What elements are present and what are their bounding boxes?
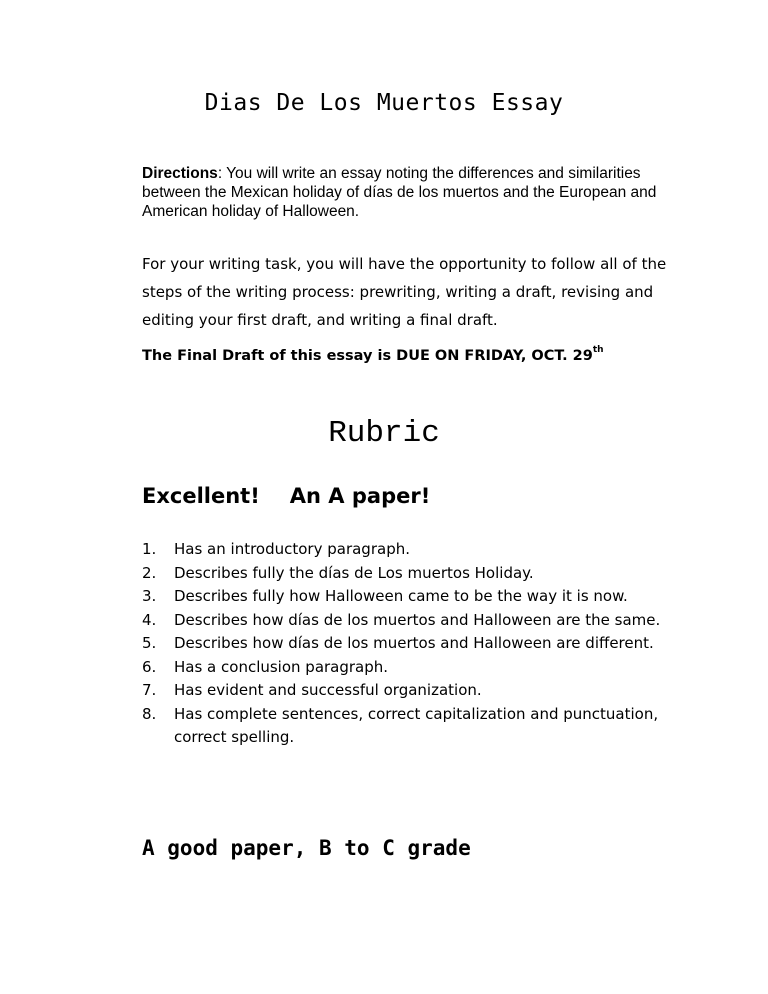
due-date-text: The Final Draft of this essay is DUE ON FRIDAY, OCT. 29 [142, 347, 593, 364]
list-item-text: Describes how días de los muertos and Halloween are the same. [174, 610, 661, 629]
level-excellent-label: Excellent! [142, 484, 260, 508]
criteria-list [142, 538, 672, 750]
list-item-number: 2. [142, 563, 157, 582]
list-item [142, 609, 672, 633]
list-item-number: 5. [142, 634, 157, 652]
writing-task-paragraph: For your writing task, you will have the opportunity to follow all of the steps of the writing process: prewriting, writing a draft, revising and editing your first draft, and writing a final draft. [142, 255, 667, 329]
list-item-number: 3. [142, 587, 157, 605]
directions-paragraph [142, 164, 662, 221]
list-item [142, 562, 672, 586]
list-item-text: Describes how días de los muertos and Halloween are different. [174, 634, 654, 652]
list-item-text: Has a conclusion paragraph. [174, 657, 389, 676]
directions-text: : You will write an essay noting the differences and similarities between the Mexican holiday of días de los muertos and the European and American holiday of Halloween. [142, 165, 657, 220]
due-date-line [142, 347, 702, 364]
list-item-text: Has complete sentences, correct capitalization and punctuation, correct spelling. [174, 704, 659, 746]
list-item-number: 6. [142, 657, 157, 676]
list-item [142, 679, 672, 703]
list-item-text: Has evident and successful organization. [174, 681, 482, 699]
rubric-level-excellent [142, 484, 430, 508]
list-item-text: Describes fully how Halloween came to be the way it is now. [174, 587, 628, 605]
rubric-level-good: A good paper, B to C grade [142, 836, 471, 860]
level-excellent-sublabel: An A paper! [289, 484, 431, 508]
list-item [142, 585, 672, 609]
list-item [142, 632, 672, 656]
due-date-suffix: th [592, 345, 604, 355]
list-item-text: Describes fully the días de Los muertos Holiday. [174, 563, 534, 582]
list-item-text: Has an introductory paragraph. [174, 540, 410, 558]
list-item-number: 8. [142, 704, 157, 723]
list-item [142, 703, 672, 750]
list-item [142, 538, 672, 562]
directions-label: Directions [142, 165, 218, 182]
list-item [142, 656, 672, 680]
list-item-number: 1. [142, 540, 157, 558]
rubric-title: Rubric [328, 416, 440, 451]
list-item-number: 7. [142, 681, 157, 699]
document-title: Dias De Los Muertos Essay [204, 90, 564, 116]
list-item-number: 4. [142, 610, 157, 629]
